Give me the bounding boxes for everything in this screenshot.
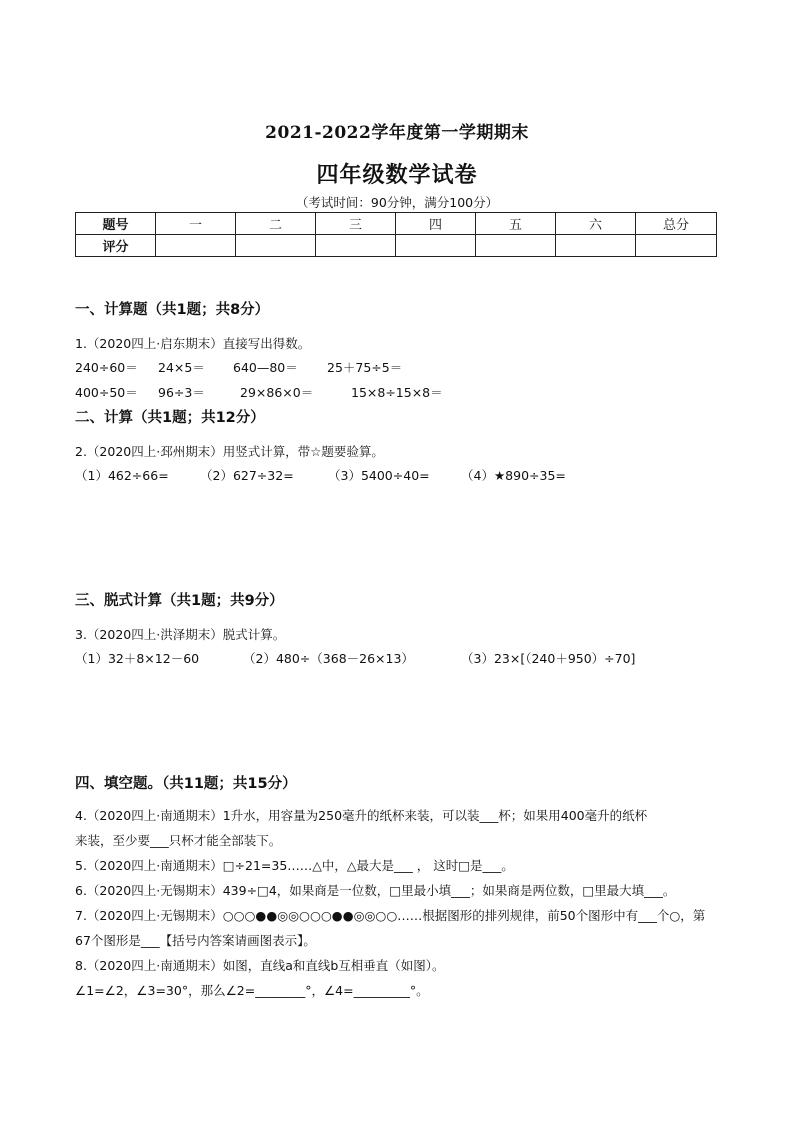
score-input-cell[interactable] (636, 235, 717, 257)
calc-item: （3）23×[（240＋950）÷70] (461, 651, 636, 666)
score-table (75, 212, 717, 257)
exam-subtitle: （考试时间：90分钟，满分100分） (295, 195, 499, 210)
score-input-cell[interactable] (476, 235, 556, 257)
calc-item: 29×86×0＝ (240, 385, 314, 400)
score-cell: 六 (556, 213, 636, 235)
question-text: 5.（2020四上·南通期末）□÷21=35……△中，△最大是___ ， 这时□是___。 (75, 858, 514, 873)
question-text: 6.（2020四上·无锡期末）439÷□4，如果商是一位数，□里最小填___；如果商是两位数，□里最大填___。 (75, 883, 676, 898)
score-cell: 总分 (636, 213, 717, 235)
score-cell: 四 (396, 213, 476, 235)
score-input-cell[interactable] (396, 235, 476, 257)
calc-item: 640—80＝ (233, 360, 298, 375)
section-heading: 一、计算题（共1题；共8分） (75, 302, 270, 318)
calc-item: 96÷3＝ (158, 385, 205, 400)
calc-item: 240÷60＝ (75, 360, 138, 375)
calc-item: （2）480÷（368－26×13） (243, 651, 414, 666)
score-cell: 五 (476, 213, 556, 235)
calc-item: 15×8÷15×8＝ (351, 385, 443, 400)
question-text: 1.（2020四上·启东期末）直接写出得数。 (75, 336, 311, 351)
score-cell: 评分 (76, 235, 156, 257)
score-input-cell[interactable] (556, 235, 636, 257)
question-text: 8.（2020四上·南通期末）如图，直线a和直线b互相垂直（如图）。 (75, 958, 445, 973)
calc-item: 24×5＝ (158, 360, 205, 375)
question-text: 67个图形是___【括号内答案请画图表示】。 (75, 933, 316, 948)
score-table-score-row (76, 235, 717, 257)
question-text: 来装，至少要___只杯才能全部装下。 (75, 833, 282, 848)
calc-item: 400÷50＝ (75, 385, 138, 400)
question-text: 4.（2020四上·南通期末）1升水，用容量为250毫升的纸杯来装，可以装___杯；如果用400毫升的纸杯 (75, 808, 648, 823)
question-text: 2.（2020四上·邳州期末）用竖式计算，带☆题要验算。 (75, 444, 384, 459)
question-text: 3.（2020四上·洪泽期末）脱式计算。 (75, 627, 286, 642)
score-table-header-row (76, 213, 717, 235)
calc-item: （1）462÷66= (75, 468, 169, 483)
section-heading: 三、脱式计算（共1题；共9分） (75, 593, 284, 609)
question-text: ∠1=∠2，∠3=30°，那么∠2=________°，∠4=_________°。 (75, 983, 429, 998)
exam-title-year: 2021-2022学年度第一学期期末 (265, 123, 529, 143)
calc-item: （4）★890÷35= (461, 468, 566, 483)
score-cell: 题号 (76, 213, 156, 235)
score-input-cell[interactable] (316, 235, 396, 257)
score-cell: 二 (236, 213, 316, 235)
calc-item: （3）5400÷40= (328, 468, 430, 483)
exam-title: 四年级数学试卷 (316, 162, 478, 188)
section-heading: 二、计算（共1题；共12分） (75, 410, 265, 426)
calc-item: （2）627÷32= (200, 468, 294, 483)
calc-item: 25＋75÷5＝ (327, 360, 403, 375)
section-heading: 四、填空题。（共11题；共15分） (75, 776, 297, 792)
question-text: 7.（2020四上·无锡期末）○○○●●◎◎○○○●●◎◎○○……根据图形的排列规律，前50个图形中有___个○，第 (75, 908, 706, 923)
score-cell: 一 (156, 213, 236, 235)
score-cell: 三 (316, 213, 396, 235)
score-input-cell[interactable] (236, 235, 316, 257)
score-input-cell[interactable] (156, 235, 236, 257)
calc-item: （1）32＋8×12－60 (75, 651, 200, 666)
